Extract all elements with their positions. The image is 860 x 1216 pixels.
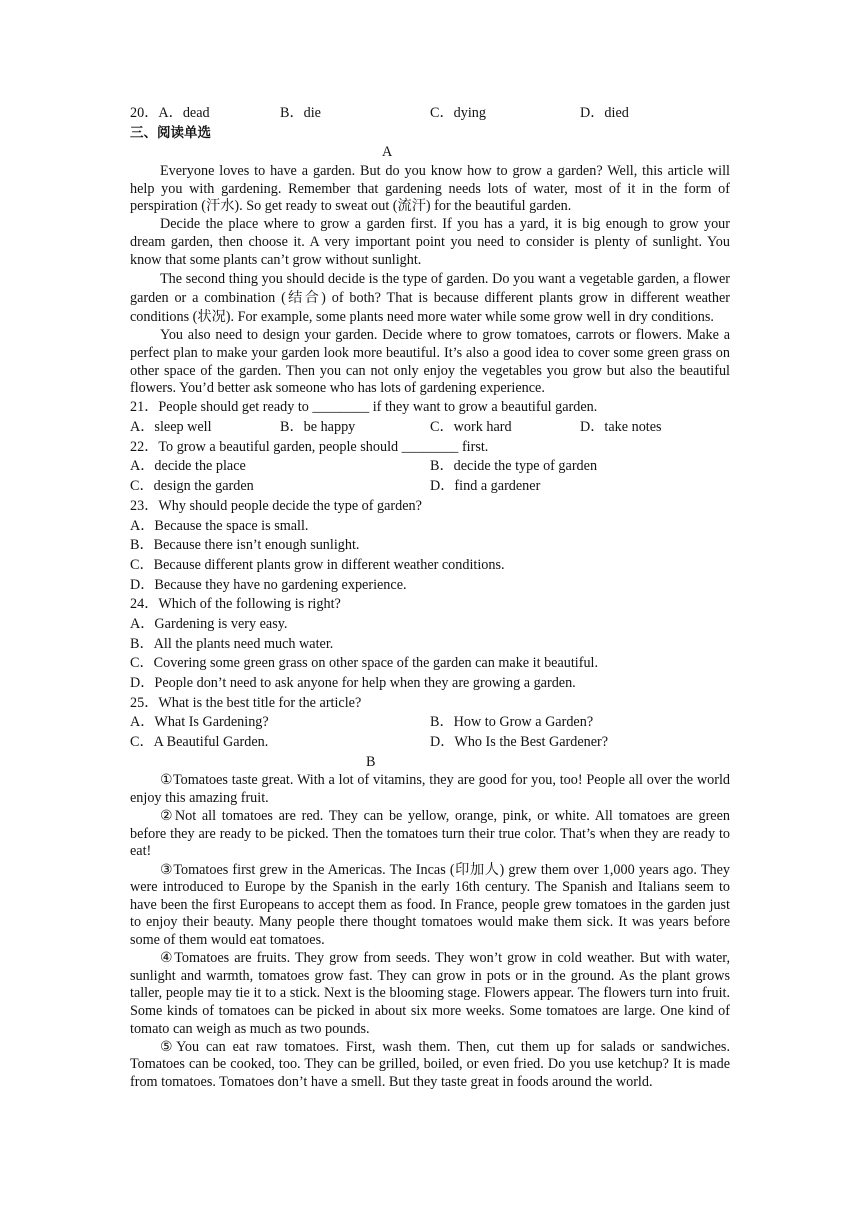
question-24-option-c: C．Covering some green grass on other space of the garden can make it beautiful.: [130, 655, 599, 672]
passage-b-paragraph-3: ③Tomatoes first grew in the Americas. The Incas (印加人) grew them over 1,000 years ago. They were introduced to Europe by the Spanish in the early 16th century. The Spanish and Italians seem to have been the first Europeans to accept them as food. In France, people grew tomatoes in the garden just to enjoy their beauty. Many people there thought tomatoes would make them sick. It was years before some of them would eat tomatoes.: [130, 861, 730, 948]
question-20-options: [130, 104, 730, 124]
question-20-option-b: B．die: [280, 105, 321, 121]
passage-a-label: A: [382, 144, 393, 161]
passage-a-paragraph-1: Everyone loves to have a garden. But do you know how to grow a garden? Well, this article will help you with gardening. Remember that gardening needs lots of water, most of it in the form of perspiration (汗水). So get ready to sweat out (流汗) for the beautiful garden.: [130, 163, 730, 215]
passage-b-paragraph-1: ①Tomatoes taste great. With a lot of vitamins, they are good for you, too! People all over the world enjoy this amazing fruit.: [130, 772, 730, 807]
question-21-options: [130, 418, 730, 438]
question-22-stem: 22．To grow a beautiful garden, people should ________ first.: [130, 438, 489, 455]
question-23-option-b: B．Because there isn’t enough sunlight.: [130, 537, 360, 554]
question-20-option-c: C．dying: [430, 105, 486, 121]
passage-a-paragraph-4: You also need to design your garden. Decide where to grow tomatoes, carrots or flowers. Make a perfect plan to make your garden look more beautiful. It’s also a good idea to cover some green grass on other space of the garden. Then you can not only enjoy the vegetables you grow but also the beautiful flowers. You’d better ask someone who has lots of gardening experience.: [130, 327, 730, 397]
question-25-options-row-1: [130, 713, 730, 733]
question-21-option-c: C．work hard: [430, 419, 512, 436]
question-25-option-b: B．How to Grow a Garden?: [430, 714, 594, 731]
question-23-option-a: A．Because the space is small.: [130, 517, 309, 534]
question-20-option-a: 20．A．dead: [130, 105, 210, 121]
question-22-option-b: B．decide the type of garden: [430, 458, 598, 475]
question-21-option-d: D．take notes: [580, 419, 662, 436]
question-25-option-d: D．Who Is the Best Gardener?: [430, 734, 609, 751]
question-24-stem: 24．Which of the following is right?: [130, 596, 341, 613]
passage-b-paragraph-5: ⑤You can eat raw tomatoes. First, wash them. Then, cut them up for salads or sandwiches. Tomatoes can be cooked, too. They can be grilled, boiled, or even fried. Do you use ketchup? It is made from tomatoes. Tomatoes don’t have a smell. But they taste great in foods around the world.: [130, 1038, 730, 1090]
question-24-option-b: B．All the plants need much water.: [130, 635, 334, 652]
question-22-option-d: D．find a gardener: [430, 478, 541, 495]
passage-b-paragraph-4: ④Tomatoes are fruits. They grow from seeds. They won’t grow in cold weather. But with water, sunlight and warmth, tomatoes grow fast. They can grow in pots or in the ground. As the plant grows taller, people may tie it to a stick. Next is the blooming stage. Flowers appear. The flowers turn into fruit. Some kinds of tomatoes can be picked in about six more weeks. Some tomatoes are large. One kind of tomato can weigh as much as two pounds.: [130, 950, 730, 1037]
question-23-option-d: D．Because they have no gardening experience.: [130, 576, 407, 593]
question-25-option-c: C．A Beautiful Garden.: [130, 734, 269, 751]
question-24-option-d: D．People don’t need to ask anyone for help when they are growing a garden.: [130, 675, 576, 691]
question-22-options-row-2: [130, 477, 730, 497]
section-title: 三、阅读单选: [130, 124, 211, 141]
question-25-options-row-2: [130, 733, 730, 753]
question-21-stem: 21．People should get ready to ________ if they want to grow a beautiful garden.: [130, 399, 598, 416]
question-25-stem: 25．What is the best title for the article?: [130, 694, 362, 711]
question-23-option-c: C．Because different plants grow in different weather conditions.: [130, 556, 505, 573]
question-20-option-d: D．died: [580, 105, 629, 121]
question-21-option-a: A．sleep well: [130, 419, 212, 436]
passage-b-paragraph-2: ②Not all tomatoes are red. They can be yellow, orange, pink, or white. All tomatoes are green before they are ready to be picked. Then the tomatoes turn their true color. That’s when they are ready to eat!: [130, 808, 730, 860]
question-23-stem: 23．Why should people decide the type of garden?: [130, 497, 422, 514]
question-22-option-c: C．design the garden: [130, 478, 254, 495]
exam-page: [130, 104, 730, 1092]
question-25-option-a: A．What Is Gardening?: [130, 714, 269, 731]
passage-b-label: B: [366, 753, 376, 770]
question-22-options-row-1: [130, 457, 730, 477]
question-24-option-a: A．Gardening is very easy.: [130, 615, 288, 632]
passage-a-paragraph-3: The second thing you should decide is the type of garden. Do you want a vegetable garden, a flower garden or a combination (结合) of both? That is because different plants grow in different weather conditions (状况). For example, some plants need more water while some grow well in dry conditions.: [130, 270, 730, 325]
question-22-option-a: A．decide the place: [130, 458, 246, 475]
question-21-option-b: B．be happy: [280, 419, 356, 436]
passage-a-paragraph-2: Decide the place where to grow a garden first. If you has a yard, it is big enough to grow your dream garden, then choose it. A very important point you need to consider is plenty of sunlight. You know that some plants can’t grow without sunlight.: [130, 216, 730, 268]
